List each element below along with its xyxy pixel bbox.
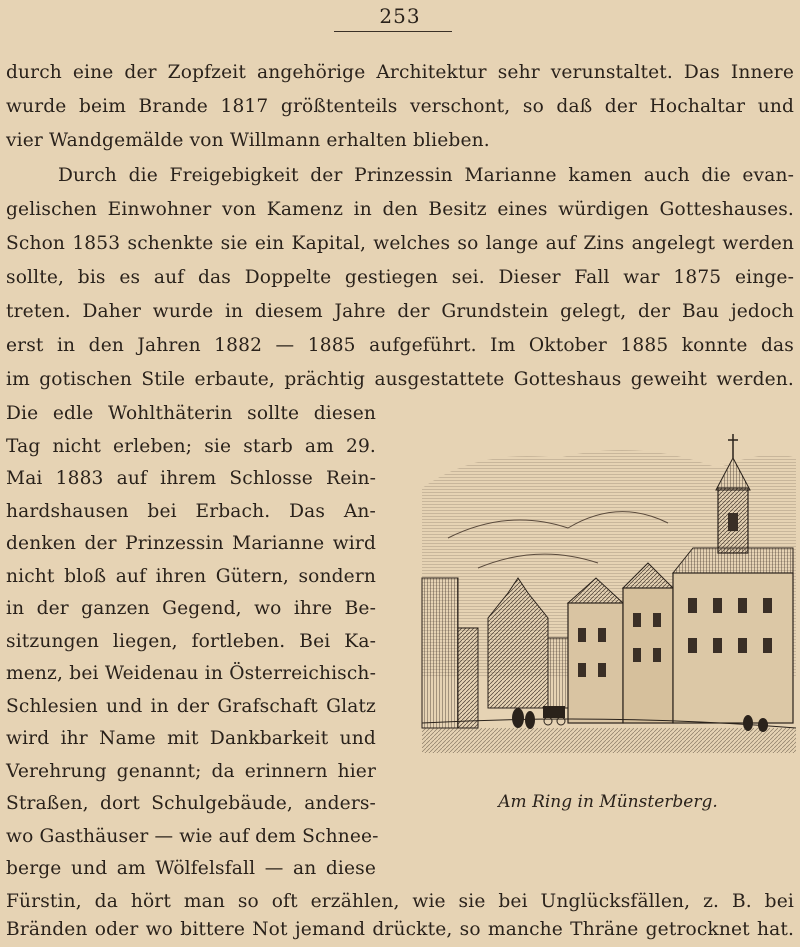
text-line: Durch die Freigebigkeit der Prinzessin Marianne kamen auch die evan-: [58, 165, 794, 186]
text-line: wurde beim Brande 1817 größtenteils verschont, so daß der Hochaltar und: [6, 96, 794, 117]
text-line: Straßen, dort Schulgebäude, anders-: [6, 793, 376, 814]
text-line: Tag nicht erleben; sie starb am 29.: [6, 435, 376, 457]
text-line: durch eine der Zopfzeit angehörige Architektur sehr verunstaltet. Das Innere: [6, 62, 794, 83]
text-line: sollte, bis es auf das Doppelte gestiegen sei. Dieser Fall war 1875 einge-: [6, 267, 794, 288]
text-line: berge und am Wölfelsfall — an diese: [6, 858, 376, 879]
text-line: sitzungen liegen, fortleben. Bei Ka-: [6, 630, 376, 652]
engraving-am-ring-muensterberg: [418, 428, 798, 758]
page-number: 253: [379, 4, 421, 28]
text-line: im gotischen Stile erbaute, prächtig ausgestattete Gotteshaus geweiht werden.: [6, 369, 794, 390]
text-line: erst in den Jahren 1882 — 1885 aufgeführt. Im Oktober 1885 konnte das: [6, 335, 794, 356]
text-line: Schlesien und in der Grafschaft Glatz: [6, 695, 376, 717]
text-line: wo Gasthäuser — wie auf dem Schnee-: [6, 825, 379, 847]
text-line: wird ihr Name mit Dankbarkeit und: [6, 728, 376, 749]
text-line: gelischen Einwohner von Kamenz in den Besitz eines würdigen Gotteshauses.: [6, 199, 794, 220]
text-line: Die edle Wohlthäterin sollte diesen: [6, 403, 376, 424]
header-rule: [334, 31, 452, 32]
figure-caption: Am Ring in Münsterberg.: [498, 792, 718, 812]
text-line: in der ganzen Gegend, wo ihre Be-: [6, 598, 376, 619]
text-line: treten. Daher wurde in diesem Jahre der Grundstein gelegt, der Bau jedoch: [6, 301, 794, 322]
text-line: nicht bloß auf ihren Gütern, sondern: [6, 565, 376, 587]
text-line: Verehrung genannt; da erinnern hier: [6, 760, 376, 782]
text-line: menz, bei Weidenau in Österreichisch-: [6, 663, 376, 684]
text-line: Fürstin, da hört man so oft erzählen, wie sie bei Unglücksfällen, z. B. bei: [6, 890, 794, 912]
text-line: Schon 1853 schenkte sie ein Kapital, welches so lange auf Zins angelegt werden: [6, 233, 794, 254]
text-line: Bränden oder wo bittere Not jemand drückte, so manche Thräne getrocknet hat.: [6, 918, 794, 940]
text-line: hardshausen bei Erbach. Das An-: [6, 500, 376, 522]
text-line: vier Wandgemälde von Willmann erhalten blieben.: [6, 130, 490, 151]
text-line: Mai 1883 auf ihrem Schlosse Rein-: [6, 468, 376, 489]
text-line: denken der Prinzessin Marianne wird: [6, 533, 376, 554]
